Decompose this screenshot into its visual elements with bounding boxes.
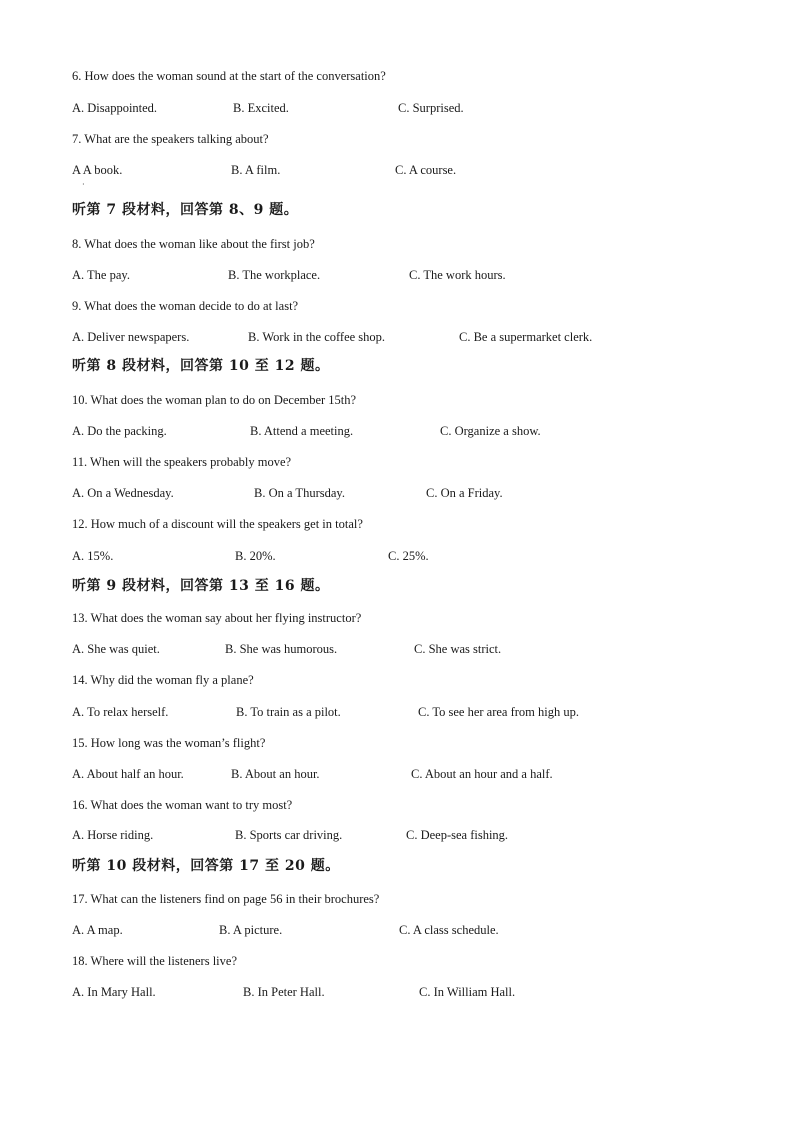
answer-option: B. 20%. bbox=[235, 549, 276, 563]
answer-option: B. About an hour. bbox=[231, 767, 320, 781]
section-heading: 听第 8 段材料，回答第 10 至 12 题。 bbox=[72, 358, 330, 374]
question-text: 16. What does the woman want to try most? bbox=[72, 798, 293, 812]
answer-option: B. To train as a pilot. bbox=[236, 705, 341, 719]
answer-option: C. Organize a show. bbox=[440, 424, 541, 438]
stray-mark: · bbox=[82, 180, 85, 189]
answer-option: A. A map. bbox=[72, 923, 123, 937]
answer-option: A. To relax herself. bbox=[72, 705, 169, 719]
question-text: 15. How long was the woman’s flight? bbox=[72, 736, 266, 750]
question-text: 6. How does the woman sound at the start of the conversation? bbox=[72, 69, 386, 83]
answer-option: A. About half an hour. bbox=[72, 767, 184, 781]
answer-option: A. Do the packing. bbox=[72, 424, 167, 438]
answer-option: A. Disappointed. bbox=[72, 101, 158, 115]
question-text: 9. What does the woman decide to do at last? bbox=[72, 299, 299, 313]
answer-option: B. Excited. bbox=[233, 101, 289, 115]
answer-option: B. Attend a meeting. bbox=[250, 424, 354, 438]
answer-option: B. A film. bbox=[231, 163, 281, 177]
answer-option: B. Sports car driving. bbox=[235, 828, 343, 842]
answer-option: B. In Peter Hall. bbox=[243, 985, 325, 999]
answer-option: C. About an hour and a half. bbox=[411, 767, 553, 781]
answer-option: C. A course. bbox=[395, 163, 457, 177]
section-heading: 听第 9 段材料，回答第 13 至 16 题。 bbox=[72, 578, 330, 594]
answer-option: C. Be a supermarket clerk. bbox=[459, 330, 593, 344]
question-text: 12. How much of a discount will the speakers get in total? bbox=[72, 517, 363, 531]
question-text: 13. What does the woman say about her flying instructor? bbox=[72, 611, 362, 625]
answer-option: B. The workplace. bbox=[228, 268, 321, 282]
answer-option: C. Surprised. bbox=[398, 101, 464, 115]
answer-option: A. In Mary Hall. bbox=[72, 985, 156, 999]
answer-option: A. Horse riding. bbox=[72, 828, 154, 842]
answer-option: C. A class schedule. bbox=[399, 923, 499, 937]
answer-option: B. A picture. bbox=[219, 923, 283, 937]
question-text: 10. What does the woman plan to do on December 15th? bbox=[72, 393, 357, 407]
answer-option: B. She was humorous. bbox=[225, 642, 338, 656]
answer-option: A. Deliver newspapers. bbox=[72, 330, 190, 344]
answer-option: C. Deep-sea fishing. bbox=[406, 828, 509, 842]
question-text: 17. What can the listeners find on page 56 in their brochures? bbox=[72, 892, 380, 906]
answer-option: A. 15%. bbox=[72, 549, 114, 563]
answer-option: C. In William Hall. bbox=[419, 985, 516, 999]
question-text: 18. Where will the listeners live? bbox=[72, 954, 237, 968]
section-heading: 听第 10 段材料，回答第 17 至 20 题。 bbox=[72, 858, 340, 874]
answer-option: C. On a Friday. bbox=[426, 486, 503, 500]
answer-option: C. The work hours. bbox=[409, 268, 506, 282]
answer-option: C. 25%. bbox=[388, 549, 429, 563]
question-text: 8. What does the woman like about the first job? bbox=[72, 237, 315, 251]
question-text: 11. When will the speakers probably move? bbox=[72, 455, 292, 469]
answer-option: A. She was quiet. bbox=[72, 642, 160, 656]
answer-option: C. She was strict. bbox=[414, 642, 502, 656]
question-text: 14. Why did the woman fly a plane? bbox=[72, 673, 254, 687]
answer-option: B. On a Thursday. bbox=[254, 486, 345, 500]
section-heading: 听第 7 段材料，回答第 8、9 题。 bbox=[72, 202, 299, 218]
answer-option: A. On a Wednesday. bbox=[72, 486, 174, 500]
answer-option: A A book. bbox=[72, 163, 123, 177]
question-text: 7. What are the speakers talking about? bbox=[72, 132, 269, 146]
answer-option: C. To see her area from high up. bbox=[418, 705, 579, 719]
answer-option: B. Work in the coffee shop. bbox=[248, 330, 386, 344]
answer-option: A. The pay. bbox=[72, 268, 130, 282]
